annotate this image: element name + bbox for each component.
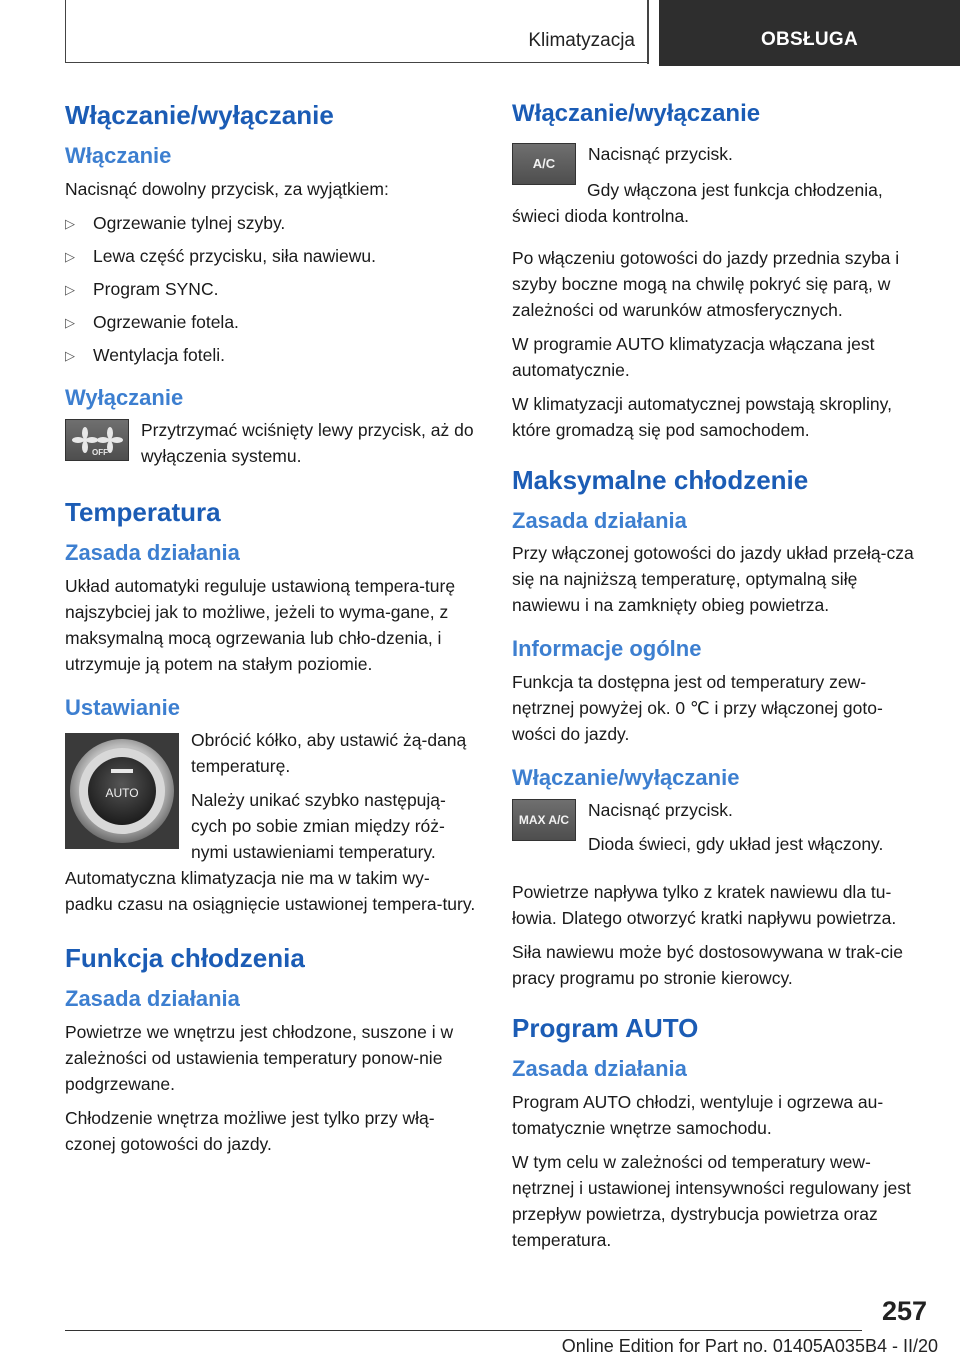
heading-cooling: Funkcja chłodzenia bbox=[65, 942, 305, 973]
text-setting-1: Obrócić kółko, aby ustawić żą‐daną temperaturę. bbox=[191, 729, 467, 776]
text-max-4: Siła nawiewu może być dostosowywana w trak‐cie pracy programu po stronie kierowcy. bbox=[512, 942, 903, 989]
footer-edition: Online Edition for Part no. 01405A035B4 - II/20 bbox=[561, 1336, 938, 1356]
right-column bbox=[512, 100, 924, 1261]
triangle-bullet-icon: ▷ bbox=[65, 248, 75, 264]
text-cooling-1: Powietrze we wnętrzu jest chłodzone, suszone i w zależności od ustawienia temperatury ponow‐nie podgrzewane. bbox=[65, 1021, 454, 1094]
exception-list bbox=[65, 210, 477, 369]
text-max-1: Nacisnąć przycisk. bbox=[588, 800, 733, 821]
text-switch-off: Przytrzymać wciśnięty lewy przycisk, aż do wyłączenia systemu. bbox=[141, 419, 474, 466]
list-item: ▷ Program SYNC. bbox=[65, 276, 477, 303]
text-ac-1: Nacisnąć przycisk. bbox=[588, 143, 733, 164]
triangle-bullet-icon: ▷ bbox=[65, 347, 75, 363]
text-ac-4: W programie AUTO klimatyzacja włączana jest automatycznie. bbox=[512, 333, 875, 380]
ac-button-icon: A/C bbox=[512, 143, 576, 185]
text-ac-2: Gdy włączona jest funkcja chłodzenia, świeci dioda kontrolna. bbox=[512, 179, 883, 226]
heading-general-info: Informacje ogólne bbox=[512, 636, 702, 662]
heading-on-off: Włączanie/wyłączanie bbox=[65, 100, 334, 130]
section-tab: OBSŁUGA bbox=[659, 0, 960, 66]
list-item: ▷ Ogrzewanie fotela. bbox=[65, 309, 477, 336]
setting-text-block bbox=[191, 727, 477, 873]
list-item: ▷ Wentylacja foteli. bbox=[65, 342, 477, 369]
fan-off-button-icon bbox=[65, 419, 129, 461]
off-label: OFF bbox=[92, 447, 108, 457]
heading-principle-auto: Zasada działania bbox=[512, 1056, 687, 1082]
max-ac-button-icon: MAX A/C bbox=[512, 799, 576, 841]
heading-principle-temp: Zasada działania bbox=[65, 540, 240, 566]
text-principle-temp: Układ automatyki reguluje ustawioną tempera‐turę najszybciej jak to możliwe, jeżeli to wyma‐gane, z maksymalną mocą ogrzewania lub chło‐dzenia, i utrzymuje ją potem na stałym poziomie. bbox=[65, 575, 456, 674]
text-switch-on: Nacisnąć dowolny przycisk, za wyjątkiem: bbox=[65, 178, 389, 199]
text-principle-max: Przy włączonej gotowości do jazdy układ przełą‐cza się na najniższą temperaturę, optymalną siłę nawiewu i na zamknięty obieg powietrza. bbox=[512, 543, 914, 616]
temperature-knob-image bbox=[65, 733, 179, 849]
knob-auto-label: AUTO bbox=[105, 785, 139, 800]
heading-auto-program: Program AUTO bbox=[512, 1013, 699, 1044]
max-ac-row bbox=[512, 797, 924, 865]
text-ac-5: W klimatyzacji automatycznej powstają skropliny, które gromadzą się pod samochodem. bbox=[512, 393, 892, 440]
heading-switch-on: Włączanie bbox=[65, 143, 172, 169]
text-ac-3: Po włączeniu gotowości do jazdy przednia szyba i szyby boczne mogą na chwilę pokryć się parą, w zależności od warunków atmosferycznych. bbox=[512, 247, 900, 320]
heading-max-on-off: Włączanie/wyłączanie bbox=[512, 764, 740, 790]
text-max-2: Dioda świeci, gdy układ jest włączony. bbox=[588, 834, 884, 855]
triangle-bullet-icon: ▷ bbox=[65, 314, 75, 330]
triangle-bullet-icon: ▷ bbox=[65, 281, 75, 297]
text-max-3: Powietrze napływa tylko z kratek nawiewu dla tu‐łowia. Dlatego otworzyć kratki napływu powietrza. bbox=[512, 882, 897, 929]
heading-ac-on-off: Włączanie/wyłączanie bbox=[512, 100, 761, 127]
heading-setting: Ustawianie bbox=[65, 694, 180, 720]
heading-principle-cooling: Zasada działania bbox=[65, 986, 240, 1012]
chapter-title: Klimatyzacja bbox=[528, 30, 635, 51]
triangle-bullet-icon: ▷ bbox=[65, 215, 75, 231]
text-general-info: Funkcja ta dostępna jest od temperatury zew‐nętrznej powyżej ok. 0 ℃ i przy włączonej goto‐wości do jazdy. bbox=[512, 671, 883, 744]
text-auto-1: Program AUTO chłodzi, wentyluje i ogrzewa au‐tomatycznie wnętrze samochodu. bbox=[512, 1091, 884, 1138]
heading-max-cooling: Maksymalne chłodzenie bbox=[512, 464, 809, 495]
header-divider bbox=[647, 0, 649, 64]
page-number: 257 bbox=[881, 1296, 927, 1326]
text-setting-2: Należy unikać szybko następują‐cych po sobie zmian między róż‐nymi ustawieniami temperatury. bbox=[191, 789, 446, 862]
text-setting-3: Automatyczna klimatyzacja nie ma w takim wy‐padku czasu na osiągnięcie ustawionej tempera‐tury. bbox=[65, 867, 476, 914]
heading-temperature: Temperatura bbox=[65, 496, 221, 527]
heading-switch-off: Wyłączanie bbox=[65, 384, 184, 410]
setting-row bbox=[65, 727, 477, 873]
switch-off-row bbox=[65, 417, 477, 477]
heading-principle-max: Zasada działania bbox=[512, 507, 687, 533]
footer-rule bbox=[65, 1330, 862, 1331]
list-item: ▷ Lewa część przycisku, siła nawiewu. bbox=[65, 243, 477, 270]
text-cooling-2: Chłodzenie wnętrza możliwe jest tylko przy włą‐czonej gotowości do jazdy. bbox=[65, 1107, 435, 1154]
left-column bbox=[65, 100, 477, 1165]
text-auto-2: W tym celu w zależności od temperatury wew‐nętrznej i ustawionej intensywności regulowany jest przepływ powietrza, dystrybucja powietrza oraz temperatura. bbox=[512, 1151, 911, 1250]
list-item: ▷ Ogrzewanie tylnej szyby. bbox=[65, 210, 477, 237]
